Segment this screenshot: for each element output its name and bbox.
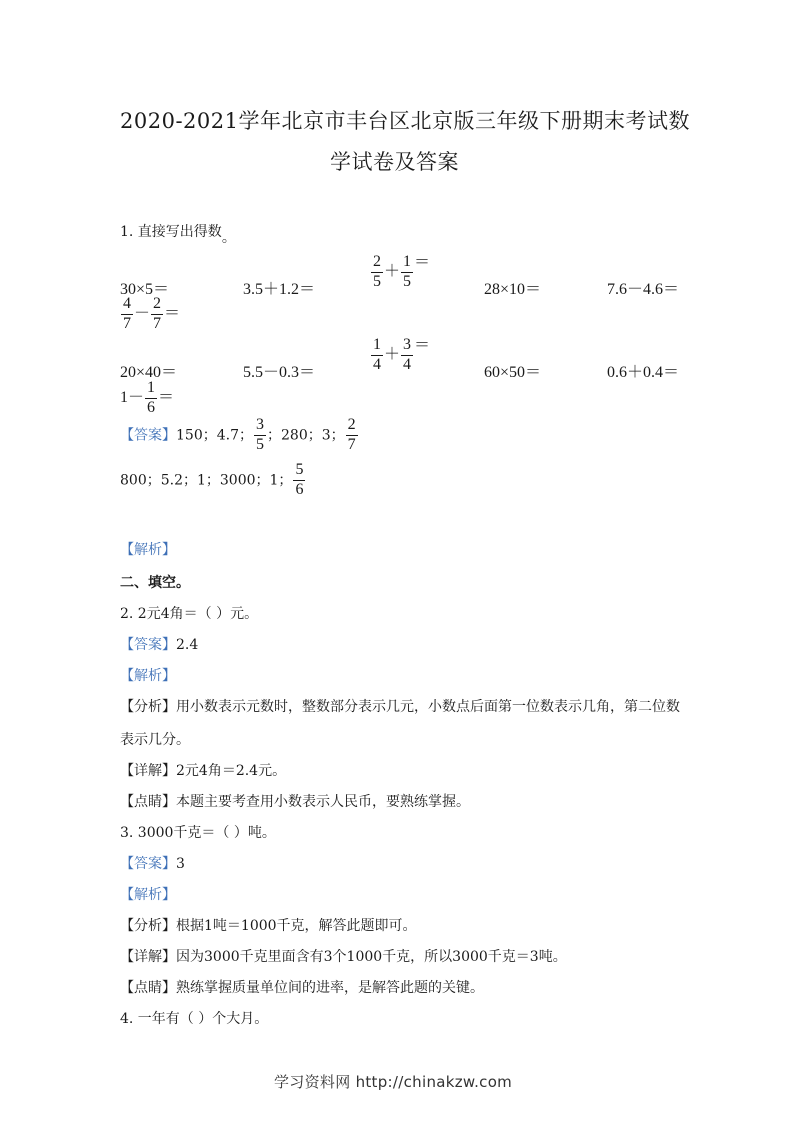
page-title-line2: 学试卷及答案 bbox=[330, 150, 459, 174]
q1-answer-line1: 【答案】150；4.7； $\frac{3}{5}$ ；280；3； $\frac{2}{7}$ bbox=[120, 416, 356, 453]
q4-prompt: 4. 一年有（ ）个大月。 bbox=[120, 1011, 269, 1027]
answer-tag: 【答案】 bbox=[120, 427, 176, 444]
q2-xiangjie: 【详解】2元4角＝2.4元。 bbox=[120, 763, 287, 779]
q2-fenxi-line2: 表示几分。 bbox=[120, 732, 190, 748]
answer-tag: 【答案】 bbox=[120, 637, 176, 653]
q1-item-1: 30×5＝ bbox=[120, 281, 170, 298]
q2-prompt: 2. 2元4角＝（ ）元。 bbox=[120, 606, 259, 622]
fenxi-tag: 【分析】 bbox=[120, 918, 176, 934]
page-title-line1: 2020-2021学年北京市丰台区北京版三年级下册期末考试数 bbox=[120, 109, 690, 133]
q1-item-6: $\frac{4}{7}$ － $\frac{2}{7}$ ＝ bbox=[123, 295, 181, 332]
q1-prompt-dot: 。 bbox=[221, 230, 236, 246]
q1-item-9: $\frac{1}{4}$ ＋ $\frac{3}{4}$ ＝ bbox=[373, 336, 431, 373]
q2-answer: 【答案】2.4 bbox=[120, 637, 199, 653]
q1-item-5: 7.6－4.6＝ bbox=[607, 281, 680, 298]
q3-fenxi: 【分析】根据1吨＝1000千克，解答此题即可。 bbox=[120, 918, 417, 934]
q3-xiangjie: 【详解】因为3000千克里面含有3个1000千克，所以3000千克＝3吨。 bbox=[120, 949, 567, 965]
fraction: $\frac{1}{6}$ bbox=[147, 379, 156, 416]
q1-item-12: 1－ $\frac{1}{6}$ ＝ bbox=[120, 379, 175, 416]
fraction: $\frac{1}{5}$ bbox=[403, 253, 412, 290]
q1-item-4: 28×10＝ bbox=[484, 281, 542, 298]
dianjing-tag: 【点睛】 bbox=[120, 980, 176, 996]
fraction: $\frac{1}{4}$ bbox=[373, 336, 381, 373]
q1-item-3: $\frac{2}{5}$ ＋ $\frac{1}{5}$ ＝ bbox=[373, 253, 431, 290]
q3-answer: 【答案】3 bbox=[120, 856, 185, 872]
page-footer: 学习资料网 http://chinakzw.com bbox=[274, 1073, 513, 1091]
q2-dianjing: 【点睛】本题主要考查用小数表示人民币，要熟练掌握。 bbox=[120, 794, 470, 810]
fraction: $\frac{2}{7}$ bbox=[347, 416, 356, 453]
q1-item-8: 5.5－0.3＝ bbox=[243, 364, 316, 381]
fraction: $\frac{5}{6}$ bbox=[295, 461, 304, 498]
q1-prompt-text: 1. 直接写出得数 bbox=[120, 224, 222, 240]
answer-tag: 【答案】 bbox=[120, 856, 176, 872]
q1-answer-line2: 800；5.2；1；3000；1； $\frac{5}{6}$ bbox=[120, 461, 304, 498]
xiangjie-tag: 【详解】 bbox=[120, 763, 176, 779]
fraction: $\frac{3}{4}$ bbox=[403, 336, 412, 373]
q1-prompt bbox=[120, 221, 236, 246]
q1-item-2: 3.5＋1.2＝ bbox=[243, 281, 316, 298]
fenxi-tag: 【分析】 bbox=[120, 699, 176, 715]
dianjing-tag: 【点睛】 bbox=[120, 794, 176, 810]
q3-prompt: 3. 3000千克＝（ ）吨。 bbox=[120, 825, 276, 841]
fraction: $\frac{4}{7}$ bbox=[123, 295, 131, 332]
q1-analysis-tag: 【解析】 bbox=[120, 542, 176, 558]
xiangjie-tag: 【详解】 bbox=[120, 949, 176, 965]
q2-analysis-tag: 【解析】 bbox=[120, 668, 176, 684]
fraction: $\frac{3}{5}$ bbox=[256, 416, 264, 453]
q1-item-11: 0.6＋0.4＝ bbox=[607, 364, 680, 381]
q3-analysis-tag: 【解析】 bbox=[120, 887, 176, 903]
fraction: $\frac{2}{5}$ bbox=[373, 253, 381, 290]
fraction: $\frac{2}{7}$ bbox=[153, 295, 162, 332]
q2-fenxi: 【分析】用小数表示元数时，整数部分表示几元，小数点后面第一位数表示几角，第二位数 bbox=[120, 699, 680, 715]
q3-dianjing: 【点睛】熟练掌握质量单位间的进率，是解答此题的关键。 bbox=[120, 980, 484, 996]
q1-item-10: 60×50＝ bbox=[484, 364, 542, 381]
section-heading: 二、填空。 bbox=[120, 575, 190, 591]
q1-item-7: 20×40＝ bbox=[120, 364, 178, 381]
